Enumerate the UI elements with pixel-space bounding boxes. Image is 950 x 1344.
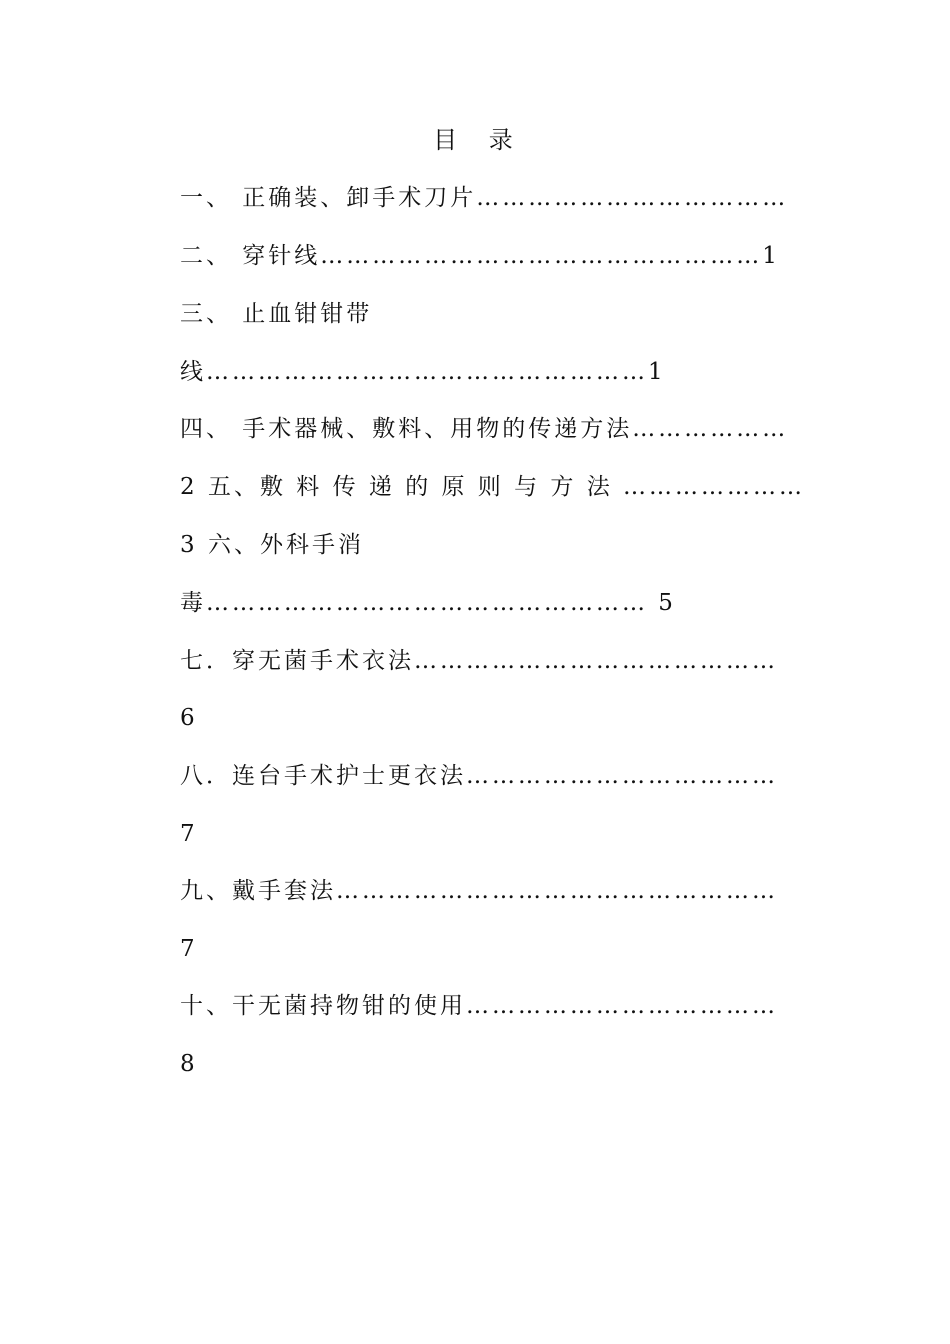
- toc-title: 目 录: [433, 126, 525, 154]
- toc-page-9: 7: [180, 936, 198, 962]
- toc-entry-6b: 毒…………………………………………… 5: [180, 590, 676, 616]
- toc-entry-7: 七．穿无菌手术衣法……………………………………: [180, 648, 778, 674]
- toc-page-7: 6: [180, 705, 198, 731]
- toc-entry-3b: 线……………………………………………1: [180, 359, 666, 385]
- toc-entry-4: 四、 手术器械、敷料、用物的传递方法………………: [180, 416, 789, 442]
- toc-entry-6a: 3 六、外科手消: [180, 532, 364, 558]
- toc-page-8: 7: [180, 821, 198, 847]
- toc-entry-5: 2 五、敷 料 传 递 的 原 则 与 方 法 …………………: [180, 474, 806, 500]
- toc-page-10: 8: [180, 1051, 198, 1077]
- toc-entry-2: 二、 穿针线……………………………………………1: [180, 243, 780, 269]
- toc-entry-10: 十、干无菌持物钳的使用………………………………: [180, 993, 778, 1019]
- toc-entry-3a: 三、 止血钳钳带: [180, 301, 373, 327]
- toc-entry-9: 九、戴手套法……………………………………………: [180, 878, 778, 904]
- toc-entry-1: 一、 正确装、卸手术刀片………………………………: [180, 185, 789, 211]
- toc-entry-8: 八．连台手术护士更衣法………………………………: [180, 763, 778, 789]
